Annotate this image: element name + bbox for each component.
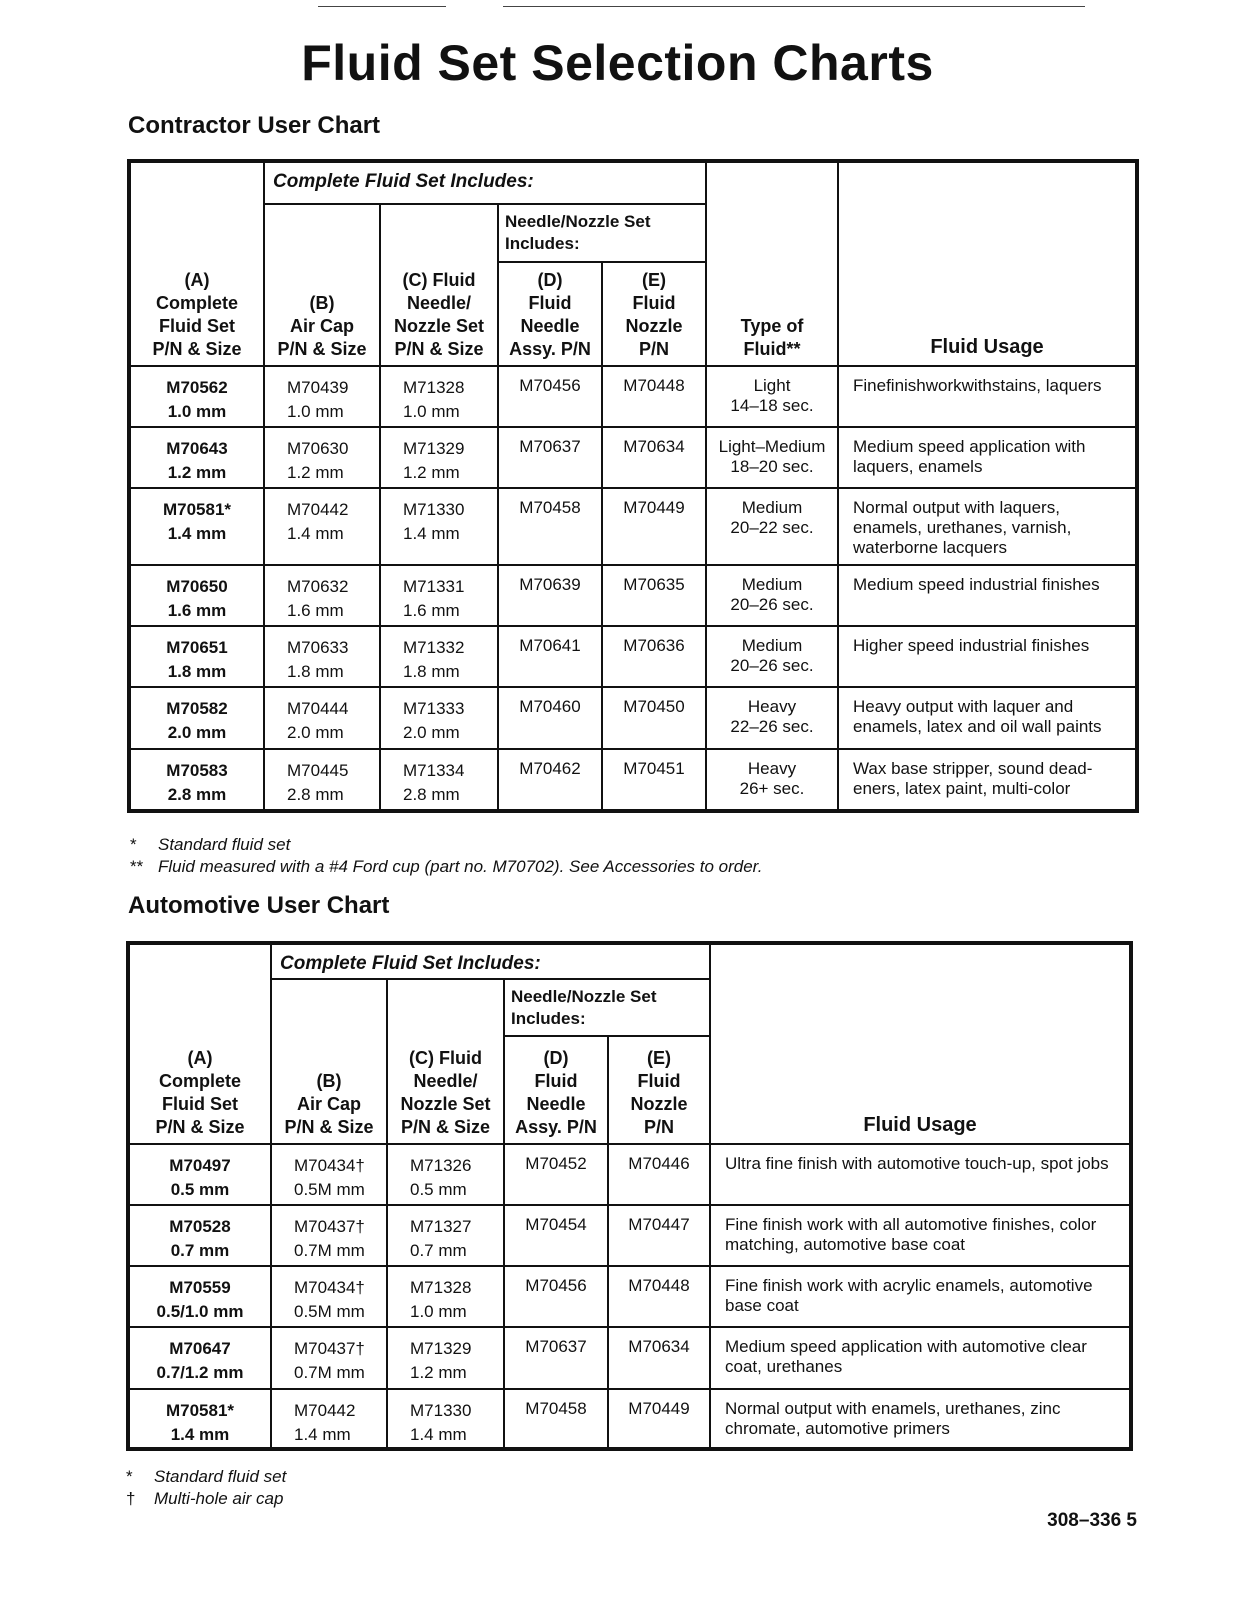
fluid-type-cell: Light 14–18 sec. <box>706 366 838 427</box>
header-type-of-fluid: Type of Fluid** <box>706 161 838 366</box>
fluid-usage-cell: Finefinishworkwithstains, laquers <box>838 366 1137 427</box>
fluid-nozzle-cell: M70449 <box>602 488 706 565</box>
air-cap-cell: M70442 1.4 mm <box>264 488 380 565</box>
fluid-usage-cell: Higher speed industrial finishes <box>838 626 1137 687</box>
table-row <box>128 1389 1131 1449</box>
fluid-type-cell: Medium 20–26 sec. <box>706 626 838 687</box>
fluid-nozzle-cell: M70450 <box>602 687 706 749</box>
header-col-b: (B) Air Cap P/N & Size <box>264 204 380 366</box>
air-cap-cell: M70434† 0.5M mm <box>271 1144 387 1205</box>
header-col-e: (E) Fluid Nozzle P/N <box>602 262 706 366</box>
header-col-a: (A) Complete Fluid Set P/N & Size <box>129 161 264 366</box>
air-cap-cell: M70445 2.8 mm <box>264 749 380 811</box>
fluid-nozzle-cell: M70634 <box>608 1327 710 1389</box>
header-col-c: (C) Fluid Needle/ Nozzle Set P/N & Size <box>380 204 498 366</box>
fluid-needle-cell: M70454 <box>504 1205 608 1266</box>
fluid-usage-cell: Medium speed application with laquers, enamels <box>838 427 1137 488</box>
fluid-usage-cell: Normal output with laquers, enamels, urethanes, varnish, waterborne lacquers <box>838 488 1137 565</box>
needle-nozzle-set-cell: M71330 1.4 mm <box>387 1389 504 1449</box>
fluid-usage-cell: Medium speed industrial finishes <box>838 565 1137 626</box>
needle-nozzle-set-cell: M71329 1.2 mm <box>380 427 498 488</box>
table-row <box>129 427 1137 488</box>
page-title: Fluid Set Selection Charts <box>301 35 934 91</box>
header-col-a: (A) Complete Fluid Set P/N & Size <box>128 943 271 1144</box>
table-row <box>129 749 1137 811</box>
fluid-usage-cell: Fine finish work with all automotive finishes, color matching, automotive base coat <box>710 1205 1131 1266</box>
header-needle-nozzle: Needle/Nozzle Set Includes: <box>504 979 710 1036</box>
header-col-e: (E) Fluid Nozzle P/N <box>608 1036 710 1144</box>
footnote-standard-auto: * Standard fluid set <box>126 1467 287 1486</box>
fluid-type-cell: Heavy 22–26 sec. <box>706 687 838 749</box>
fluid-needle-cell: M70641 <box>498 626 602 687</box>
automotive-chart-table <box>126 941 1133 1451</box>
fluid-set-cell: M70559 0.5/1.0 mm <box>128 1266 271 1327</box>
air-cap-cell: M70444 2.0 mm <box>264 687 380 749</box>
needle-nozzle-set-cell: M71333 2.0 mm <box>380 687 498 749</box>
needle-nozzle-set-cell: M71328 1.0 mm <box>380 366 498 427</box>
fluid-type-cell: Medium 20–26 sec. <box>706 565 838 626</box>
fluid-needle-cell: M70462 <box>498 749 602 811</box>
header-fluid-usage: Fluid Usage <box>710 943 1131 1144</box>
needle-nozzle-set-cell: M71330 1.4 mm <box>380 488 498 565</box>
header-fluid-usage: Fluid Usage <box>838 161 1137 366</box>
fluid-needle-cell: M70458 <box>504 1389 608 1449</box>
table-row <box>129 626 1137 687</box>
fluid-needle-cell: M70639 <box>498 565 602 626</box>
fluid-set-cell: M70581* 1.4 mm <box>129 488 264 565</box>
fluid-nozzle-cell: M70449 <box>608 1389 710 1449</box>
fluid-set-cell: M70650 1.6 mm <box>129 565 264 626</box>
needle-nozzle-set-cell: M71332 1.8 mm <box>380 626 498 687</box>
table-row <box>128 1144 1131 1205</box>
fluid-set-cell: M70581* 1.4 mm <box>128 1389 271 1449</box>
fluid-type-cell: Light–Medium 18–20 sec. <box>706 427 838 488</box>
needle-nozzle-set-cell: M71334 2.8 mm <box>380 749 498 811</box>
fluid-nozzle-cell: M70448 <box>608 1266 710 1327</box>
fluid-needle-cell: M70637 <box>498 427 602 488</box>
top-rule-left <box>318 6 446 7</box>
fluid-set-cell: M70562 1.0 mm <box>129 366 264 427</box>
fluid-needle-cell: M70637 <box>504 1327 608 1389</box>
fluid-usage-cell: Wax base stripper, sound dead-eners, latex paint, multi-color <box>838 749 1137 811</box>
table-row <box>128 1327 1131 1389</box>
header-col-d: (D) Fluid Needle Assy. P/N <box>498 262 602 366</box>
fluid-usage-cell: Normal output with enamels, urethanes, zinc chromate, automotive primers <box>710 1389 1131 1449</box>
table-row <box>129 366 1137 427</box>
fluid-needle-cell: M70458 <box>498 488 602 565</box>
fluid-nozzle-cell: M70446 <box>608 1144 710 1205</box>
fluid-nozzle-cell: M70447 <box>608 1205 710 1266</box>
footnote-multi-hole: † Multi-hole air cap <box>126 1489 284 1508</box>
table-row <box>129 687 1137 749</box>
table-row <box>128 1205 1131 1266</box>
air-cap-cell: M70632 1.6 mm <box>264 565 380 626</box>
needle-nozzle-set-cell: M71329 1.2 mm <box>387 1327 504 1389</box>
air-cap-cell: M70434† 0.5M mm <box>271 1266 387 1327</box>
fluid-set-cell: M70497 0.5 mm <box>128 1144 271 1205</box>
air-cap-cell: M70437† 0.7M mm <box>271 1327 387 1389</box>
header-col-d: (D) Fluid Needle Assy. P/N <box>504 1036 608 1144</box>
header-col-c: (C) Fluid Needle/ Nozzle Set P/N & Size <box>387 979 504 1144</box>
fluid-set-cell: M70528 0.7 mm <box>128 1205 271 1266</box>
air-cap-cell: M70437† 0.7M mm <box>271 1205 387 1266</box>
air-cap-cell: M70442 1.4 mm <box>271 1389 387 1449</box>
fluid-needle-cell: M70456 <box>498 366 602 427</box>
fluid-set-cell: M70647 0.7/1.2 mm <box>128 1327 271 1389</box>
table-row <box>129 488 1137 565</box>
header-includes: Complete Fluid Set Includes: <box>271 943 710 979</box>
header-includes: Complete Fluid Set Includes: <box>264 161 706 204</box>
fluid-usage-cell: Heavy output with laquer and enamels, latex and oil wall paints <box>838 687 1137 749</box>
fluid-needle-cell: M70460 <box>498 687 602 749</box>
fluid-nozzle-cell: M70451 <box>602 749 706 811</box>
air-cap-cell: M70439 1.0 mm <box>264 366 380 427</box>
air-cap-cell: M70633 1.8 mm <box>264 626 380 687</box>
fluid-set-cell: M70582 2.0 mm <box>129 687 264 749</box>
fluid-type-cell: Heavy 26+ sec. <box>706 749 838 811</box>
fluid-set-cell: M70583 2.8 mm <box>129 749 264 811</box>
fluid-nozzle-cell: M70635 <box>602 565 706 626</box>
fluid-nozzle-cell: M70636 <box>602 626 706 687</box>
footnote-ford-cup: ** Fluid measured with a #4 Ford cup (part no. M70702). See Accessories to order. <box>130 857 763 876</box>
fluid-needle-cell: M70452 <box>504 1144 608 1205</box>
fluid-usage-cell: Ultra fine finish with automotive touch-up, spot jobs <box>710 1144 1131 1205</box>
top-rule-right <box>503 6 1085 7</box>
needle-nozzle-set-cell: M71328 1.0 mm <box>387 1266 504 1327</box>
fluid-nozzle-cell: M70448 <box>602 366 706 427</box>
header-col-b: (B) Air Cap P/N & Size <box>271 979 387 1144</box>
air-cap-cell: M70630 1.2 mm <box>264 427 380 488</box>
page-number: 308–336 5 <box>1047 1510 1137 1531</box>
needle-nozzle-set-cell: M71326 0.5 mm <box>387 1144 504 1205</box>
contractor-chart-heading: Contractor User Chart <box>128 112 381 139</box>
header-needle-nozzle: Needle/Nozzle Set Includes: <box>498 204 706 262</box>
fluid-needle-cell: M70456 <box>504 1266 608 1327</box>
table-row <box>129 565 1137 626</box>
contractor-chart-table <box>127 159 1139 813</box>
fluid-usage-cell: Medium speed application with automotive clear coat, urethanes <box>710 1327 1131 1389</box>
table-row <box>128 1266 1131 1327</box>
fluid-nozzle-cell: M70634 <box>602 427 706 488</box>
footnote-standard: * Standard fluid set <box>130 835 291 854</box>
fluid-set-cell: M70643 1.2 mm <box>129 427 264 488</box>
fluid-set-cell: M70651 1.8 mm <box>129 626 264 687</box>
fluid-usage-cell: Fine finish work with acrylic enamels, automotive base coat <box>710 1266 1131 1327</box>
needle-nozzle-set-cell: M71327 0.7 mm <box>387 1205 504 1266</box>
needle-nozzle-set-cell: M71331 1.6 mm <box>380 565 498 626</box>
fluid-type-cell: Medium 20–22 sec. <box>706 488 838 565</box>
automotive-chart-heading: Automotive User Chart <box>128 892 390 919</box>
